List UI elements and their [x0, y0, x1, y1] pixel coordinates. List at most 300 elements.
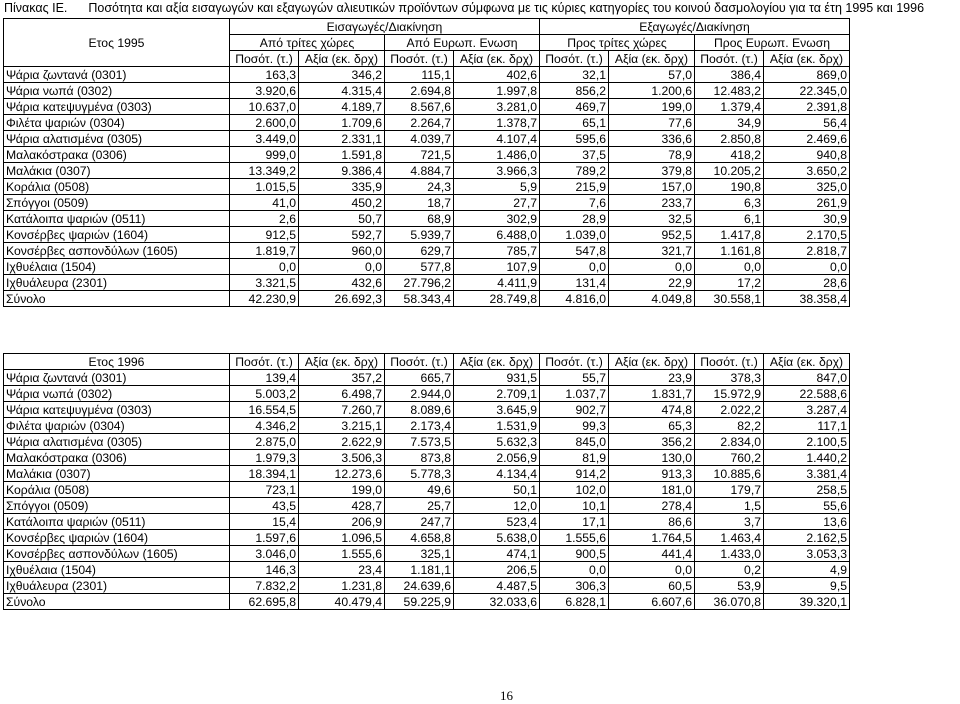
- row-label: Σπόγγοι (0509): [4, 498, 230, 514]
- cell-value: 206,9: [299, 514, 385, 530]
- row-label: Ψάρια κατεψυγμένα (0303): [4, 402, 230, 418]
- cell-value: 17,2: [695, 275, 764, 291]
- row-label: Ιχθυέλαια (1504): [4, 259, 230, 275]
- cell-value: 3.381,4: [764, 466, 850, 482]
- cell-value: 1.979,3: [230, 450, 299, 466]
- cell-value: 1.039,0: [540, 227, 609, 243]
- table-row: [4, 147, 850, 163]
- cell-value: 139,4: [230, 370, 299, 386]
- cell-value: 873,8: [385, 450, 454, 466]
- table-row: [4, 482, 850, 498]
- cell-value: 10.205,2: [695, 163, 764, 179]
- cell-value: 10,1: [540, 498, 609, 514]
- cell-value: 346,2: [299, 67, 385, 83]
- cell-value: 2.834,0: [695, 434, 764, 450]
- value-header: Αξία (εκ. δρχ): [609, 354, 695, 370]
- cell-value: 163,3: [230, 67, 299, 83]
- cell-value: 1.997,8: [454, 83, 540, 99]
- table-row: [4, 386, 850, 402]
- cell-value: 179,7: [695, 482, 764, 498]
- cell-value: 336,6: [609, 131, 695, 147]
- cell-value: 4.411,9: [454, 275, 540, 291]
- cell-value: 18.394,1: [230, 466, 299, 482]
- cell-value: 9.386,4: [299, 163, 385, 179]
- table-row: [4, 291, 850, 307]
- cell-value: 760,2: [695, 450, 764, 466]
- table-row: [4, 514, 850, 530]
- cell-value: 386,4: [695, 67, 764, 83]
- qty-header: Ποσότ. (τ.): [230, 354, 299, 370]
- cell-value: 2.056,9: [454, 450, 540, 466]
- cell-value: 1.486,0: [454, 147, 540, 163]
- cell-value: 952,5: [609, 227, 695, 243]
- cell-value: 60,5: [609, 578, 695, 594]
- row-label: Μαλάκια (0307): [4, 466, 230, 482]
- table-row: [4, 594, 850, 610]
- cell-value: 56,4: [764, 115, 850, 131]
- cell-value: 1.597,6: [230, 530, 299, 546]
- table-row: [4, 99, 850, 115]
- cell-value: 845,0: [540, 434, 609, 450]
- row-label: Ψάρια αλατισμένα (0305): [4, 434, 230, 450]
- cell-value: 402,6: [454, 67, 540, 83]
- table-row: [4, 578, 850, 594]
- cell-value: 16.554,5: [230, 402, 299, 418]
- cell-value: 86,6: [609, 514, 695, 530]
- cell-value: 0,0: [230, 259, 299, 275]
- cell-value: 43,5: [230, 498, 299, 514]
- cell-value: 4.346,2: [230, 418, 299, 434]
- cell-value: 2.162,5: [764, 530, 850, 546]
- table-row: [4, 402, 850, 418]
- row-label: Κονσέρβες ψαριών (1604): [4, 227, 230, 243]
- cell-value: 0,0: [609, 562, 695, 578]
- year-label-1995: [4, 19, 230, 35]
- cell-value: 665,7: [385, 370, 454, 386]
- cell-value: 130,0: [609, 450, 695, 466]
- cell-value: 199,0: [609, 99, 695, 115]
- row-label: Ψάρια αλατισμένα (0305): [4, 131, 230, 147]
- cell-value: 306,3: [540, 578, 609, 594]
- cell-value: 723,1: [230, 482, 299, 498]
- cell-value: 25,7: [385, 498, 454, 514]
- cell-value: 23,4: [299, 562, 385, 578]
- cell-value: 37,5: [540, 147, 609, 163]
- cell-value: 3.053,3: [764, 546, 850, 562]
- cell-value: 15.972,9: [695, 386, 764, 402]
- row-label: Ψάρια ζωντανά (0301): [4, 67, 230, 83]
- value-header: Αξία (εκ. δρχ): [454, 51, 540, 67]
- to-third-header: Προς τρίτες χώρες: [540, 35, 695, 51]
- table-row: [4, 450, 850, 466]
- cell-value: 1.591,8: [299, 147, 385, 163]
- cell-value: 1.200,6: [609, 83, 695, 99]
- cell-value: 3.287,4: [764, 402, 850, 418]
- cell-value: 30.558,1: [695, 291, 764, 307]
- unit-header-row: [4, 51, 850, 67]
- cell-value: 99,3: [540, 418, 609, 434]
- table-row: [4, 370, 850, 386]
- cell-value: 6.607,6: [609, 594, 695, 610]
- cell-value: 247,7: [385, 514, 454, 530]
- cell-value: 595,6: [540, 131, 609, 147]
- cell-value: 432,6: [299, 275, 385, 291]
- to-eu-header: Προς Ευρωπ. Ενωση: [695, 35, 850, 51]
- cell-value: 78,9: [609, 147, 695, 163]
- table-row: [4, 243, 850, 259]
- year-label: Ετος 1995: [4, 35, 230, 51]
- row-label: Ιχθυάλευρα (2301): [4, 578, 230, 594]
- value-header: Αξία (εκ. δρχ): [454, 354, 540, 370]
- cell-value: 302,9: [454, 211, 540, 227]
- cell-value: 9,5: [764, 578, 850, 594]
- table-row: [4, 67, 850, 83]
- cell-value: 34,9: [695, 115, 764, 131]
- table-caption: [4, 1, 924, 15]
- cell-value: 428,7: [299, 498, 385, 514]
- cell-value: 1.379,4: [695, 99, 764, 115]
- cell-value: 4.107,4: [454, 131, 540, 147]
- cell-value: 1.463,4: [695, 530, 764, 546]
- cell-value: 28,6: [764, 275, 850, 291]
- cell-value: 469,7: [540, 99, 609, 115]
- from-third-header: Από τρίτες χώρες: [230, 35, 385, 51]
- cell-value: 2.170,5: [764, 227, 850, 243]
- qty-header: Ποσότ. (τ.): [385, 354, 454, 370]
- cell-value: 1.096,5: [299, 530, 385, 546]
- cell-value: 24.639,6: [385, 578, 454, 594]
- cell-value: 12.483,2: [695, 83, 764, 99]
- row-label: Μαλακόστρακα (0306): [4, 147, 230, 163]
- row-label: Μαλακόστρακα (0306): [4, 450, 230, 466]
- cell-value: 2.100,5: [764, 434, 850, 450]
- cell-value: 960,0: [299, 243, 385, 259]
- cell-value: 50,1: [454, 482, 540, 498]
- value-header: Αξία (εκ. δρχ): [764, 51, 850, 67]
- cell-value: 856,2: [540, 83, 609, 99]
- cell-value: 62.695,8: [230, 594, 299, 610]
- cell-value: 325,0: [764, 179, 850, 195]
- cell-value: 24,3: [385, 179, 454, 195]
- cell-value: 5.003,2: [230, 386, 299, 402]
- cell-value: 1.037,7: [540, 386, 609, 402]
- caption-text: Ποσότητα και αξία εισαγωγών και εξαγωγών αλιευτικών προϊόντων σύμφωνα με τις κύριες κατηγορίες του κοινού δασμολογίου για τα έτη 1995 και 1996: [88, 1, 925, 15]
- cell-value: 5.939,7: [385, 227, 454, 243]
- cell-value: 3.650,2: [764, 163, 850, 179]
- cell-value: 102,0: [540, 482, 609, 498]
- cell-value: 1.531,9: [454, 418, 540, 434]
- row-label: Μαλάκια (0307): [4, 163, 230, 179]
- qty-header: Ποσότ. (τ.): [695, 354, 764, 370]
- table-1995: [3, 18, 850, 307]
- cell-value: 3,7: [695, 514, 764, 530]
- cell-value: 8.089,6: [385, 402, 454, 418]
- cell-value: 1.440,2: [764, 450, 850, 466]
- row-label: Ψάρια ζωντανά (0301): [4, 370, 230, 386]
- cell-value: 789,2: [540, 163, 609, 179]
- cell-value: 1,5: [695, 498, 764, 514]
- exports-header: Εξαγωγές/Διακίνηση: [540, 19, 850, 35]
- cell-value: 900,5: [540, 546, 609, 562]
- table-row: [4, 530, 850, 546]
- qty-header: Ποσότ. (τ.): [385, 51, 454, 67]
- cell-value: 931,5: [454, 370, 540, 386]
- cell-value: 577,8: [385, 259, 454, 275]
- cell-value: 6.488,0: [454, 227, 540, 243]
- cell-value: 721,5: [385, 147, 454, 163]
- row-label: Κονσέρβες ασπονδύλων (1605): [4, 546, 230, 562]
- cell-value: 325,1: [385, 546, 454, 562]
- cell-value: 32.033,6: [454, 594, 540, 610]
- cell-value: 2.694,8: [385, 83, 454, 99]
- cell-value: 4.049,8: [609, 291, 695, 307]
- cell-value: 450,2: [299, 195, 385, 211]
- table-row: [4, 211, 850, 227]
- cell-value: 13.349,2: [230, 163, 299, 179]
- cell-value: 27.796,2: [385, 275, 454, 291]
- cell-value: 181,0: [609, 482, 695, 498]
- row-label: Κατάλοιπα ψαριών (0511): [4, 514, 230, 530]
- cell-value: 2.850,8: [695, 131, 764, 147]
- cell-value: 0,0: [540, 259, 609, 275]
- cell-value: 902,7: [540, 402, 609, 418]
- cell-value: 15,4: [230, 514, 299, 530]
- cell-value: 68,9: [385, 211, 454, 227]
- cell-value: 940,8: [764, 147, 850, 163]
- cell-value: 50,7: [299, 211, 385, 227]
- cell-value: 6.498,7: [299, 386, 385, 402]
- cell-value: 1.764,5: [609, 530, 695, 546]
- cell-value: 32,5: [609, 211, 695, 227]
- cell-value: 441,4: [609, 546, 695, 562]
- cell-value: 2.818,7: [764, 243, 850, 259]
- cell-value: 2.622,9: [299, 434, 385, 450]
- cell-value: 77,6: [609, 115, 695, 131]
- cell-value: 117,1: [764, 418, 850, 434]
- cell-value: 81,9: [540, 450, 609, 466]
- cell-value: 0,0: [695, 259, 764, 275]
- row-label: Ψάρια κατεψυγμένα (0303): [4, 99, 230, 115]
- qty-header: Ποσότ. (τ.): [540, 51, 609, 67]
- cell-value: 6,1: [695, 211, 764, 227]
- cell-value: 1.378,7: [454, 115, 540, 131]
- cell-value: 4.884,7: [385, 163, 454, 179]
- cell-value: 3.449,0: [230, 131, 299, 147]
- cell-value: 3.046,0: [230, 546, 299, 562]
- cell-value: 206,5: [454, 562, 540, 578]
- cell-value: 4.189,7: [299, 99, 385, 115]
- table-row: [4, 83, 850, 99]
- cell-value: 4.039,7: [385, 131, 454, 147]
- qty-header: Ποσότ. (τ.): [695, 51, 764, 67]
- cell-value: 199,0: [299, 482, 385, 498]
- page-number: 16: [500, 688, 513, 703]
- cell-value: 2.709,1: [454, 386, 540, 402]
- year-spacer: [4, 51, 230, 67]
- row-label: Κονσέρβες ασπονδύλων (1605): [4, 243, 230, 259]
- cell-value: 913,3: [609, 466, 695, 482]
- cell-value: 999,0: [230, 147, 299, 163]
- table-1996: [3, 353, 850, 610]
- cell-value: 40.479,4: [299, 594, 385, 610]
- cell-value: 22.588,6: [764, 386, 850, 402]
- cell-value: 8.567,6: [385, 99, 454, 115]
- cell-value: 13,6: [764, 514, 850, 530]
- cell-value: 2.875,0: [230, 434, 299, 450]
- cell-value: 379,8: [609, 163, 695, 179]
- cell-value: 847,0: [764, 370, 850, 386]
- cell-value: 1.231,8: [299, 578, 385, 594]
- cell-value: 523,4: [454, 514, 540, 530]
- cell-value: 115,1: [385, 67, 454, 83]
- cell-value: 1.709,6: [299, 115, 385, 131]
- cell-value: 65,3: [609, 418, 695, 434]
- table-row: [4, 195, 850, 211]
- cell-value: 42.230,9: [230, 291, 299, 307]
- cell-value: 7,6: [540, 195, 609, 211]
- cell-value: 2,6: [230, 211, 299, 227]
- cell-value: 2.173,4: [385, 418, 454, 434]
- table-row: [4, 131, 850, 147]
- cell-value: 55,7: [540, 370, 609, 386]
- cell-value: 4.487,5: [454, 578, 540, 594]
- unit-header-row: [4, 354, 850, 370]
- row-label: Κονσέρβες ψαριών (1604): [4, 530, 230, 546]
- cell-value: 18,7: [385, 195, 454, 211]
- cell-value: 5,9: [454, 179, 540, 195]
- cell-value: 6.828,1: [540, 594, 609, 610]
- cell-value: 7.260,7: [299, 402, 385, 418]
- cell-value: 3.215,1: [299, 418, 385, 434]
- cell-value: 38.358,4: [764, 291, 850, 307]
- cell-value: 5.632,3: [454, 434, 540, 450]
- cell-value: 357,2: [299, 370, 385, 386]
- table-row: [4, 418, 850, 434]
- cell-value: 4.658,8: [385, 530, 454, 546]
- cell-value: 12.273,6: [299, 466, 385, 482]
- table-row: [4, 179, 850, 195]
- cell-value: 2.391,8: [764, 99, 850, 115]
- cell-value: 10.637,0: [230, 99, 299, 115]
- table-row: [4, 498, 850, 514]
- cell-value: 17,1: [540, 514, 609, 530]
- row-label: Ιχθυέλαια (1504): [4, 562, 230, 578]
- cell-value: 0,0: [764, 259, 850, 275]
- cell-value: 1.161,8: [695, 243, 764, 259]
- row-label: Ψάρια νωπά (0302): [4, 386, 230, 402]
- cell-value: 418,2: [695, 147, 764, 163]
- row-label: Ιχθυάλευρα (2301): [4, 275, 230, 291]
- cell-value: 7.573,5: [385, 434, 454, 450]
- cell-value: 146,3: [230, 562, 299, 578]
- cell-value: 2.600,0: [230, 115, 299, 131]
- cell-value: 1.417,8: [695, 227, 764, 243]
- cell-value: 0,2: [695, 562, 764, 578]
- cell-value: 3.281,0: [454, 99, 540, 115]
- cell-value: 4,9: [764, 562, 850, 578]
- cell-value: 1.555,6: [540, 530, 609, 546]
- cell-value: 378,3: [695, 370, 764, 386]
- table-row: [4, 115, 850, 131]
- cell-value: 356,2: [609, 434, 695, 450]
- cell-value: 3.966,3: [454, 163, 540, 179]
- cell-value: 5.638,0: [454, 530, 540, 546]
- cell-value: 190,8: [695, 179, 764, 195]
- cell-value: 2.264,7: [385, 115, 454, 131]
- cell-value: 131,4: [540, 275, 609, 291]
- cell-value: 65,1: [540, 115, 609, 131]
- cell-value: 2.944,0: [385, 386, 454, 402]
- cell-value: 53,9: [695, 578, 764, 594]
- cell-value: 6,3: [695, 195, 764, 211]
- cell-value: 1.015,5: [230, 179, 299, 195]
- table-row: [4, 227, 850, 243]
- cell-value: 22.345,0: [764, 83, 850, 99]
- cell-value: 0,0: [299, 259, 385, 275]
- cell-value: 2.022,2: [695, 402, 764, 418]
- cell-value: 785,7: [454, 243, 540, 259]
- cell-value: 4.816,0: [540, 291, 609, 307]
- cell-value: 28,9: [540, 211, 609, 227]
- row-label: Φιλέτα ψαριών (0304): [4, 418, 230, 434]
- cell-value: 32,1: [540, 67, 609, 83]
- cell-value: 3.506,3: [299, 450, 385, 466]
- value-header: Αξία (εκ. δρχ): [299, 51, 385, 67]
- value-header: Αξία (εκ. δρχ): [299, 354, 385, 370]
- cell-value: 1.831,7: [609, 386, 695, 402]
- from-eu-header: Από Ευρωπ. Ενωση: [385, 35, 540, 51]
- cell-value: 49,6: [385, 482, 454, 498]
- cell-value: 3.645,9: [454, 402, 540, 418]
- cell-value: 261,9: [764, 195, 850, 211]
- cell-value: 39.320,1: [764, 594, 850, 610]
- cell-value: 258,5: [764, 482, 850, 498]
- cell-value: 55,6: [764, 498, 850, 514]
- row-label: Κοράλια (0508): [4, 482, 230, 498]
- row-label: Ψάρια νωπά (0302): [4, 83, 230, 99]
- cell-value: 869,0: [764, 67, 850, 83]
- cell-value: 7.832,2: [230, 578, 299, 594]
- row-label: Κατάλοιπα ψαριών (0511): [4, 211, 230, 227]
- row-label: Σύνολο: [4, 291, 230, 307]
- cell-value: 10.885,6: [695, 466, 764, 482]
- table-row: [4, 275, 850, 291]
- row-label: Σπόγγοι (0509): [4, 195, 230, 211]
- cell-value: 3.920,6: [230, 83, 299, 99]
- cell-value: 58.343,4: [385, 291, 454, 307]
- cell-value: 1.555,6: [299, 546, 385, 562]
- cell-value: 2.469,6: [764, 131, 850, 147]
- table-row: [4, 259, 850, 275]
- imports-header: Εισαγωγές/Διακίνηση: [230, 19, 540, 35]
- cell-value: 59.225,9: [385, 594, 454, 610]
- cell-value: 0,0: [540, 562, 609, 578]
- cell-value: 23,9: [609, 370, 695, 386]
- cell-value: 157,0: [609, 179, 695, 195]
- caption-label: Πίνακας ΙΕ.: [4, 1, 68, 15]
- cell-value: 547,8: [540, 243, 609, 259]
- cell-value: 41,0: [230, 195, 299, 211]
- cell-value: 233,7: [609, 195, 695, 211]
- row-label: Σύνολο: [4, 594, 230, 610]
- cell-value: 1.181,1: [385, 562, 454, 578]
- cell-value: 335,9: [299, 179, 385, 195]
- cell-value: 5.778,3: [385, 466, 454, 482]
- cell-value: 57,0: [609, 67, 695, 83]
- qty-header: Ποσότ. (τ.): [540, 354, 609, 370]
- cell-value: 278,4: [609, 498, 695, 514]
- cell-value: 4.134,4: [454, 466, 540, 482]
